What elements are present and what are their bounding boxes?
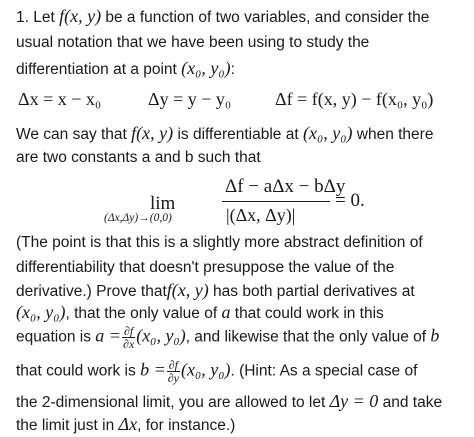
- partial-fraction-x: $\frac{\partial f}{\partial x}$: [122, 324, 135, 351]
- text-line-8: (The point is that this is a slightly more abstract definition of: [16, 234, 423, 251]
- fraction-bar: [222, 201, 330, 202]
- text-line-3: differentiation at a point (x₀, y₀):: [16, 58, 235, 78]
- fraction-denominator: |(Δx, Δy)|: [226, 205, 296, 225]
- text-line-13: that could work is b = $\frac{\partial f}{\partial y}$ (x₀, y₀). (Hint: As a special case of: [16, 358, 418, 385]
- text-line-5: We can say that f(x, y) is differentiable at (x₀, y₀) when there: [16, 123, 434, 143]
- text-line-6: are two constants a and b such that: [16, 149, 261, 166]
- text-line-12: equation is a = $\frac{\partial f}{\partial x}$ (x₀, y₀), and likewise that the only value of b: [16, 324, 440, 351]
- text-line-11: (x₀, y₀), that the only value of a that could work in this: [16, 302, 384, 322]
- text-line-10: derivative.) Prove thatf(x, y) has both partial derivatives at: [16, 280, 415, 300]
- equation-rhs: = 0.: [335, 190, 365, 211]
- math-point: (x₀, y₀): [181, 58, 231, 78]
- partial-fraction-y: $\frac{\partial f}{\partial y}$: [167, 358, 179, 385]
- fraction-numerator: Δf − aΔx − bΔy: [225, 176, 346, 197]
- text-line-9: differentiability that doesn't presuppose the value of the: [16, 259, 395, 276]
- math-f-xy: f(x, y): [59, 6, 102, 26]
- text-line-14: the 2-dimensional limit, you are allowed to let Δy = 0 and take: [16, 391, 443, 411]
- limit-subscript: (Δx,Δy)→(0,0): [104, 212, 172, 224]
- text-line-15: the limit just in Δx, for instance.): [16, 414, 236, 434]
- text-line-1: 1. Let f(x, y) be a function of two variables, and consider the: [16, 6, 430, 26]
- text-line-2: usual notation that we have been using to study the: [16, 34, 370, 51]
- equation-delta-f: Δf = f(x, y) − f(x₀, y₀): [275, 89, 434, 109]
- equation-delta-x: Δx = x − x₀: [18, 89, 102, 109]
- equation-delta-y: Δy = y − y₀: [148, 89, 232, 109]
- limit-operator: lim: [150, 193, 176, 214]
